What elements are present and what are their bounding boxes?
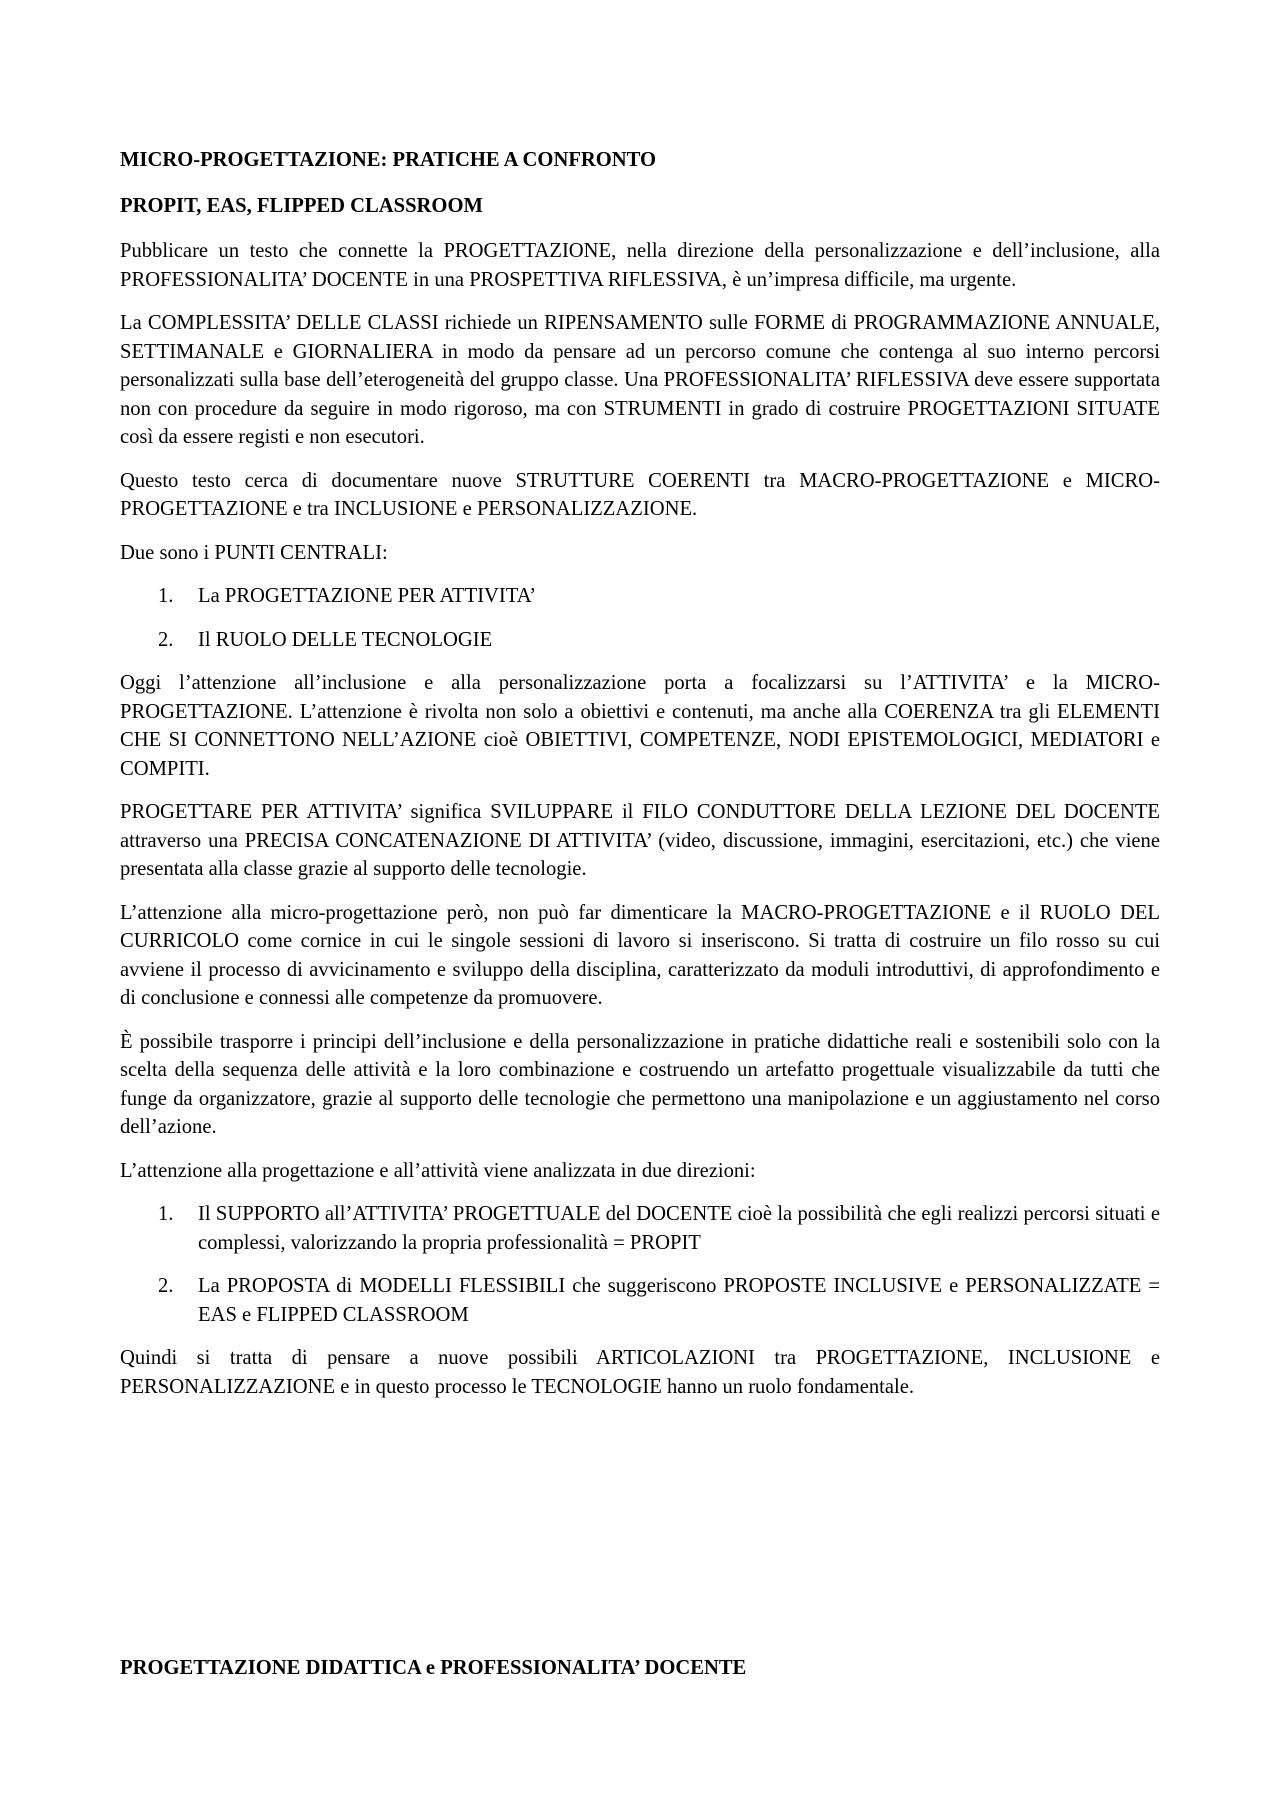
section-heading: PROGETTAZIONE DIDATTICA e PROFESSIONALITA’ DOCENTE <box>120 1657 747 1679</box>
list-item-text: Il RUOLO DELLE TECNOLOGIE <box>198 628 493 651</box>
paragraph: L’attenzione alla micro-progettazione però, non può far dimenticare la MACRO-PROGETTAZIONE e il RUOLO DEL CURRICOLO come cornice in cui le singole sessioni di lavoro si inseriscono. Si tratta di costruire un filo rosso su cui avviene il processo di avvicinamento e sviluppo della disciplina, caratterizzato da moduli introduttivi, di approfondimento e di conclusione e connessi alle competenze da promuovere. <box>120 901 1160 1009</box>
paragraph: Oggi l’attenzione all’inclusione e alla personalizzazione porta a focalizzarsi su l’ATTIVITA’ e la MICRO-PROGETTAZIONE. L’attenzione è rivolta non solo a obiettivi e contenuti, ma anche alla COERENZA tra gli ELEMENTI CHE SI CONNETTONO NELL’AZIONE cioè OBIETTIVI, COMPETENZE, NODI EPISTEMOLOGICI, MEDIATORI e COMPITI. <box>120 672 1160 780</box>
paragraph: Questo testo cerca di documentare nuove STRUTTURE COERENTI tra MACRO-PROGETTAZIONE e MICRO-PROGETTAZIONE e tra INCLUSIONE e PERSONALIZZAZIONE. <box>120 469 1160 520</box>
list-item <box>120 626 1160 655</box>
paragraph: L’attenzione alla progettazione e all’attività viene analizzata in due direzioni: <box>120 1159 756 1182</box>
list-number: 2. <box>158 1275 174 1297</box>
numbered-list <box>120 1200 1160 1329</box>
list-item <box>120 1200 1160 1257</box>
list-number: 1. <box>158 1203 174 1225</box>
document-subtitle: PROPIT, EAS, FLIPPED CLASSROOM <box>120 194 483 217</box>
paragraph: Pubblicare un testo che connette la PROGETTAZIONE, nella direzione della personalizzazione e dell’inclusione, alla PROFESSIONALITA’ DOCENTE in una PROSPETTIVA RIFLESSIVA, è un’impresa difficile, ma urgente. <box>120 240 1160 291</box>
list-item <box>120 1272 1160 1329</box>
list-number: 1. <box>158 585 174 607</box>
paragraph: Due sono i PUNTI CENTRALI: <box>120 541 388 564</box>
list-number: 2. <box>158 628 174 651</box>
closing-paragraph: Quindi si tratta di pensare a nuove possibili ARTICOLAZIONI tra PROGETTAZIONE, INCLUSIONE e PERSONALIZZAZIONE e in questo processo le TECNOLOGIE hanno un ruolo fondamentale. <box>120 1347 1160 1398</box>
document-title: MICRO-PROGETTAZIONE: PRATICHE A CONFRONTO <box>120 149 657 171</box>
paragraph: PROGETTARE PER ATTIVITA’ significa SVILUPPARE il FILO CONDUTTORE DELLA LEZIONE DEL DOCENTE attraverso una PRECISA CONCATENAZIONE DI ATTIVITA’ (video, discussione, immagini, esercitazioni, etc.) che viene presentata alla classe grazie al supporto delle tecnologie. <box>120 801 1160 880</box>
paragraph: È possibile trasporre i principi dell’inclusione e della personalizzazione in pratiche didattiche reali e sostenibili solo con la scelta della sequenza delle attività e la loro combinazione e costruendo un artefatto progettuale visualizzabile da tutti che funge da organizzatore, grazie al supporto delle tecnologie che permettono una manipolazione e un aggiustamento nel corso dell’azione. <box>120 1030 1160 1138</box>
document-body <box>120 146 1160 1416</box>
list-item-text: La PROPOSTA di MODELLI FLESSIBILI che suggeriscono PROPOSTE INCLUSIVE e PERSONALIZZATE = EAS e FLIPPED CLASSROOM <box>198 1275 1160 1326</box>
list-item-text: Il SUPPORTO all’ATTIVITA’ PROGETTUALE del DOCENTE cioè la possibilità che egli realizzi percorsi situati e complessi, valorizzando la propria professionalità = PROPIT <box>198 1203 1160 1254</box>
list-item <box>120 582 1160 611</box>
numbered-list <box>120 582 1160 654</box>
paragraph: La COMPLESSITA’ DELLE CLASSI richiede un RIPENSAMENTO sulle FORME di PROGRAMMAZIONE ANNUALE, SETTIMANALE e GIORNALIERA in modo da pensare ad un percorso comune che contenga al suo interno percorsi personalizzati sulla base dell’eterogeneità del gruppo classe. Una PROFESSIONALITA’ RIFLESSIVA deve essere supportata non con procedure da seguire in modo rigoroso, ma con STRUMENTI in grado di costruire PROGETTAZIONI SITUATE così da essere registi e non esecutori. <box>120 312 1160 448</box>
list-item-text: La PROGETTAZIONE PER ATTIVITA’ <box>198 585 537 607</box>
